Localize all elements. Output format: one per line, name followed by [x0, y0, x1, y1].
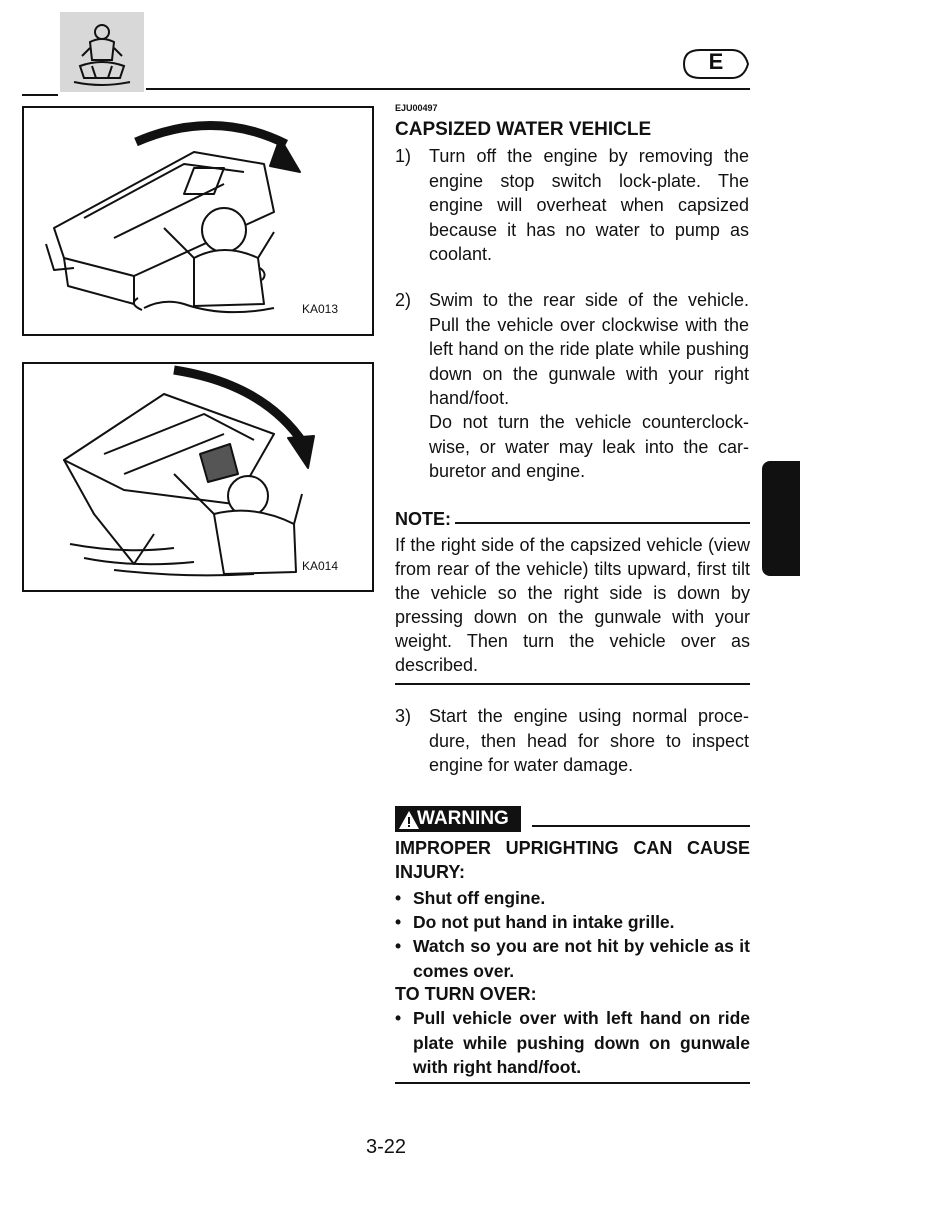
warning-heading-line2: INJURY:: [395, 862, 466, 882]
page-number: 3-22: [366, 1136, 407, 1158]
watercraft-rider-icon: [60, 12, 144, 92]
warning-rule-bottom: [395, 1082, 750, 1084]
bullet-text: Do not put hand in intake grille.: [413, 912, 675, 932]
capsized-illustration-1: [24, 108, 372, 334]
bullet-text: Shut off engine.: [413, 888, 546, 908]
figure-label: KA013: [302, 302, 339, 316]
figure-label: KA014: [302, 559, 339, 573]
note-rule-bottom: [395, 683, 750, 685]
note-rule-top: [455, 522, 750, 524]
header-rule-right: [146, 88, 750, 90]
step-text: Start the engine using normal proce-dure, then head for shore to inspect engine for water damage.: [429, 706, 749, 775]
step-number: 3): [395, 706, 412, 726]
note-text: If the right side of the capsized vehicle (view from rear of the vehicle) tilts upward, first tilt the vehicle so the right side is down by pressing down on the gunwale with your weight. Then turn the vehicle over as described.: [395, 535, 750, 675]
step-item: [395, 704, 749, 780]
document-code: EJU00497: [395, 103, 438, 113]
warning-badge: [395, 806, 521, 832]
warning-subheading: TO TURN OVER:: [395, 984, 537, 1004]
figure-capsized-2: [22, 362, 374, 592]
bullet-text: Pull vehicle over with left hand on ride plate while pushing down on gunwale with right hand/foot.: [413, 1008, 750, 1077]
step-item: [395, 144, 749, 269]
step-text: Turn off the engine by removing the engine stop switch lock-plate. The engine will overheat when capsized because it has no water to pump as coolant.: [429, 146, 749, 264]
step-number: 2): [395, 290, 412, 310]
page-heading: CAPSIZED WATER VEHICLE: [395, 119, 652, 140]
section-letter: E: [708, 49, 724, 74]
step-number: 1): [395, 146, 412, 166]
warning-label: WARNING: [417, 808, 509, 829]
section-tab: [676, 46, 750, 82]
capsized-illustration-2: [24, 364, 372, 590]
section-side-tab: [762, 461, 800, 576]
note-label: NOTE:: [395, 509, 451, 529]
bullet-dot: •: [395, 912, 402, 932]
warning-rule-top: [532, 825, 750, 827]
step-item: [395, 288, 749, 486]
step-text-continued: Do not turn the vehicle counterclock-wise, or water may leak into the car-buretor and engine.: [429, 412, 749, 481]
figure-capsized-1: [22, 106, 374, 336]
bullet-dot: •: [395, 888, 402, 908]
bullet-dot: •: [395, 936, 402, 956]
step-text: Swim to the rear side of the vehicle. Pull the vehicle over clockwise with the left hand on the ride plate while pushing down on the gunwale with your right hand/foot.: [429, 290, 749, 408]
warning-heading-line1: IMPROPER UPRIGHTING CAN CAUSE: [395, 838, 750, 858]
bullet-text: Watch so you are not hit by vehicle as it comes over.: [413, 936, 750, 981]
header-rule-left: [22, 94, 58, 96]
bullet-dot: •: [395, 1008, 402, 1028]
